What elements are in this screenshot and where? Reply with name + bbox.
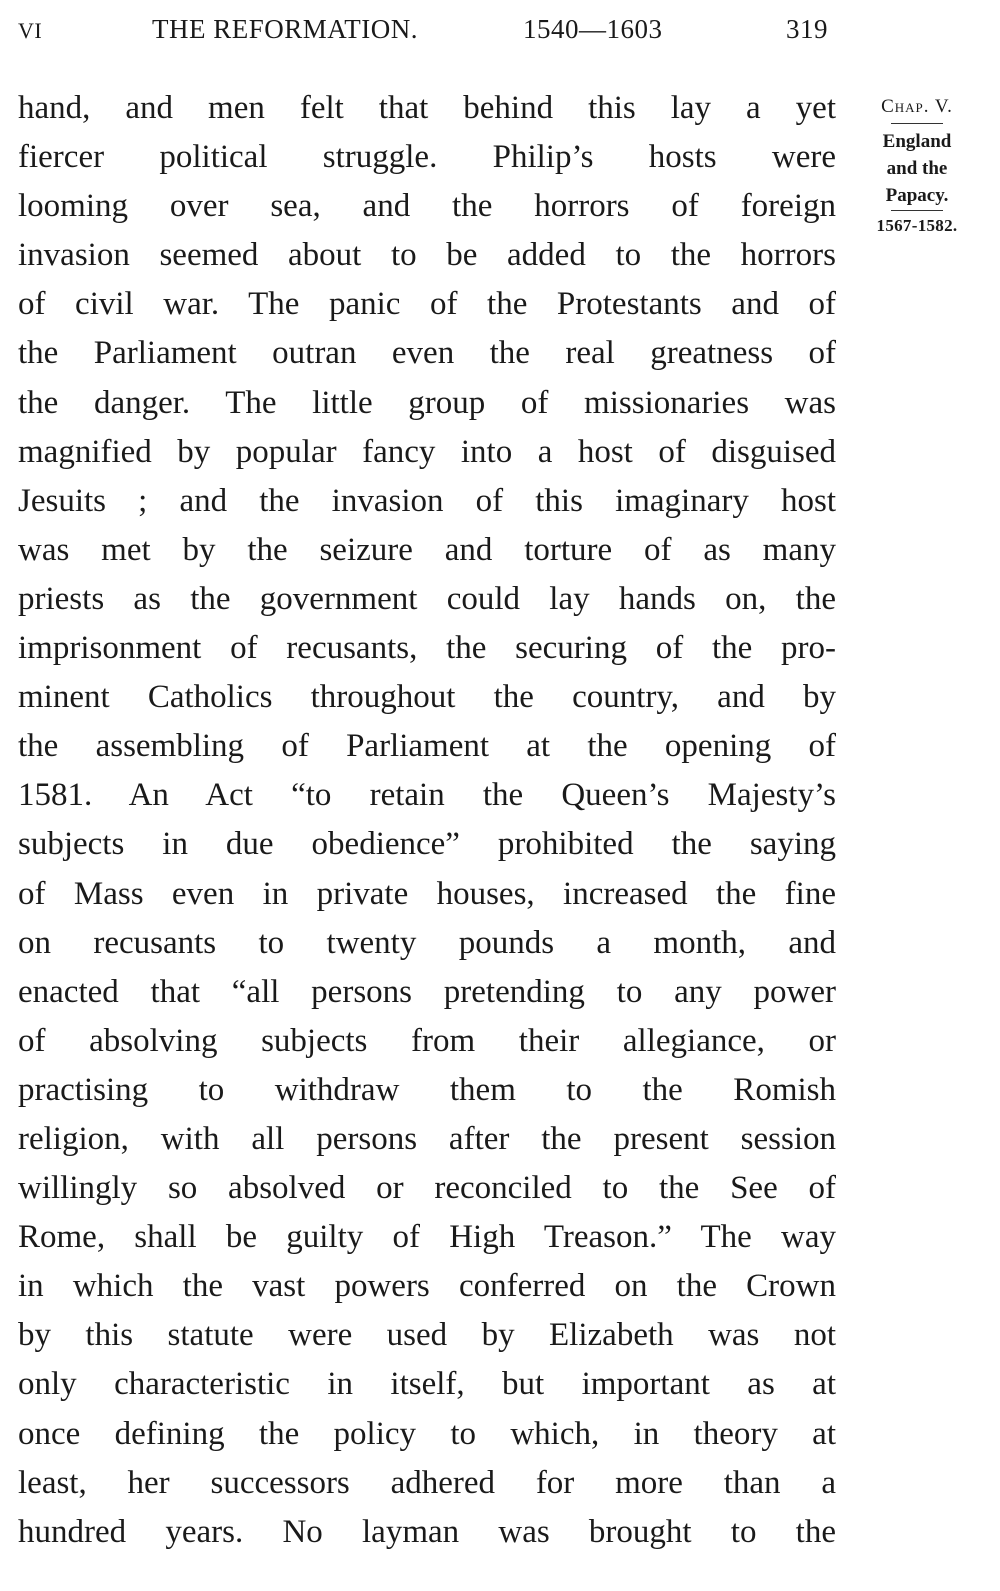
text-line: by this statute were used by Elizabeth was not [18,1317,836,1354]
text-line: subjects in due obedience” prohibited the saying [18,826,836,863]
divider [891,210,943,211]
running-title: THE REFORMATION. [152,14,419,44]
text-line: the assembling of Parliament at the opening of [18,728,836,765]
text-line: hand, and men felt that behind this lay a yet [18,90,836,126]
text-line: invasion seemed about to be added to the horrors [18,237,836,274]
topic-line: Papacy. [885,185,949,206]
text-line: of absolving subjects from their allegiance, or [18,1022,836,1059]
body-text [18,84,836,1557]
running-header [0,14,1000,50]
text-line: practising to withdraw them to the Romish [18,1071,836,1108]
section-number: VI [18,18,43,43]
text-line: fiercer political struggle. Philip’s hosts were [18,139,836,176]
text-line: 1581. An Act “to retain the Queen’s Majesty’s [18,777,836,814]
text-line: of Mass even in private houses, increased the fine [18,875,836,912]
marginal-note [858,96,976,236]
divider [891,123,943,124]
text-line: the Parliament outran even the real greatness of [18,335,836,372]
text-line: minent Catholics throughout the country, and by [18,679,836,716]
text-line: only characteristic in itself, but important as at [18,1366,836,1403]
text-line: religion, with all persons after the present session [18,1120,836,1157]
text-line: priests as the government could lay hands on, the [18,580,836,617]
topic-line: England [882,131,952,152]
text-line: willingly so absolved or reconciled to the See of [18,1170,836,1207]
text-line: imprisonment of recusants, the securing of the pro- [18,630,836,667]
text-line: enacted that “all persons pretending to any power [18,973,836,1010]
page-number: 319 [786,14,828,44]
text-line: Rome, shall be guilty of High Treason.” The way [18,1219,836,1256]
text-line: least, her successors adhered for more than a [18,1464,836,1501]
text-line: magnified by popular fancy into a host of disguised [18,433,836,470]
text-line: in which the vast powers conferred on the Crown [18,1268,836,1305]
text-line: Jesuits ; and the invasion of this imaginary host [18,482,836,519]
text-line: looming over sea, and the horrors of foreign [18,188,836,225]
chapter-label: Chap. V. [881,96,953,117]
text-line: on recusants to twenty pounds a month, and [18,924,836,961]
topic-line: and the [886,158,948,179]
text-line: once defining the policy to which, in theory at [18,1415,836,1452]
text-line: the danger. The little group of missionaries was [18,384,836,421]
text-line: of civil war. The panic of the Protestants and of [18,286,836,323]
text-line: hundred years. No layman was brought to the [18,1513,836,1550]
running-dates: 1540—1603 [523,14,663,44]
text-line: was met by the seizure and torture of as many [18,531,836,568]
date-range: 1567-1582. [876,216,958,235]
